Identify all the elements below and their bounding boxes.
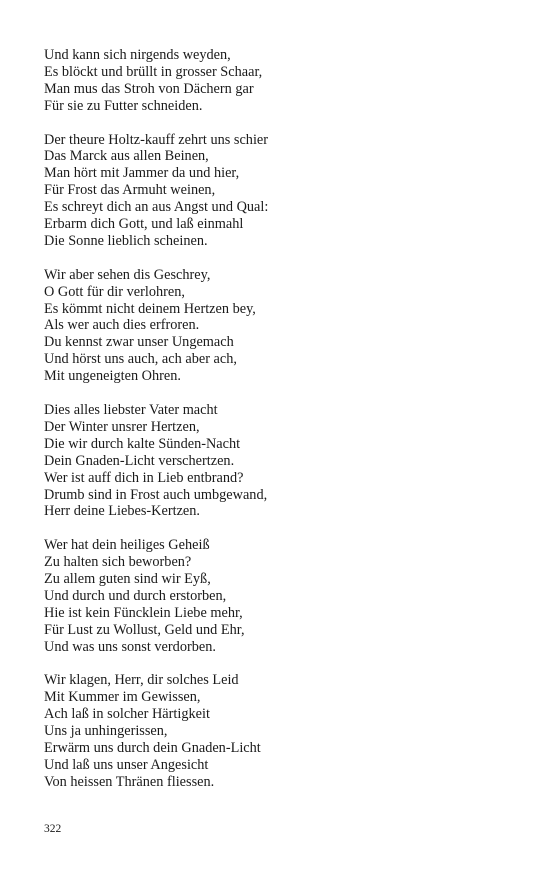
poem-line: Dies alles liebster Vater macht: [44, 401, 218, 418]
poem-line: O Gott für dir verlohren,: [44, 283, 185, 300]
poem-line: Und laß uns unser Angesicht: [44, 756, 209, 773]
stanza-2: [44, 132, 524, 250]
poem-line: Wer hat dein heiliges Geheiß: [44, 537, 210, 554]
poem-line: Und durch und durch erstorben,: [44, 587, 227, 604]
poem-line: Es kömmt nicht deinem Hertzen bey,: [44, 300, 256, 317]
stanza-4: [44, 402, 524, 520]
poem-line: Zu allem guten sind wir Eyß,: [44, 571, 211, 588]
poem-line: Es blöckt und brüllt in grosser Schaar,: [44, 63, 263, 80]
poem-line: Es schreyt dich an aus Angst und Qual:: [44, 199, 269, 216]
poem-line: Drumb sind in Frost auch umbgewand,: [44, 486, 268, 503]
poem-line: Wir aber sehen dis Geschrey,: [44, 266, 211, 283]
poem-line: Mit Kummer im Gewissen,: [44, 689, 201, 706]
stanza-1: [44, 47, 524, 115]
poem-line: Von heissen Thränen fliessen.: [44, 773, 215, 790]
poem-line: Und hörst uns auch, ach aber ach,: [44, 351, 237, 368]
poem-line: Man hört mit Jammer da und hier,: [44, 165, 240, 182]
poem-line: Erbarm dich Gott, und laß einmahl: [44, 216, 244, 233]
poem-line: Wir klagen, Herr, dir solches Leid: [44, 672, 239, 689]
poem-line: Herr deine Liebes-Kertzen.: [44, 503, 200, 520]
poem-line: Man mus das Stroh von Dächern gar: [44, 80, 254, 97]
stanza-5: [44, 537, 524, 655]
poem-line: Uns ja unhingerissen,: [44, 723, 168, 740]
poem-line: Mit ungeneigten Ohren.: [44, 368, 181, 385]
poem-line: Für Frost das Armuht weinen,: [44, 182, 216, 199]
poem-line: Ach laß in solcher Härtigkeit: [44, 706, 210, 723]
poem-line: Die wir durch kalte Sünden-Nacht: [44, 435, 241, 452]
poem-line: Erwärm uns durch dein Gnaden-Licht: [44, 740, 261, 757]
poem-line: Und kann sich nirgends weyden,: [44, 47, 231, 63]
poem-line: Die Sonne lieblich scheinen.: [44, 232, 208, 249]
stanza-3: [44, 267, 524, 385]
poem-line: Als wer auch dies erfroren.: [44, 317, 200, 334]
poem-line: Für sie zu Futter schneiden.: [44, 97, 203, 114]
poem-line: Du kennst zwar unser Ungemach: [44, 334, 234, 351]
poem-line: Wer ist auff dich in Lieb entbrand?: [44, 469, 244, 486]
poem-line: Das Marck aus allen Beinen,: [44, 148, 209, 165]
poem-line: Hie ist kein Füncklein Liebe mehr,: [44, 604, 243, 621]
poem-body: [44, 47, 524, 808]
stanza-6: [44, 672, 524, 790]
poem-line: Zu halten sich beworben?: [44, 554, 192, 571]
poem-line: Und was uns sonst verdorben.: [44, 638, 216, 655]
poem-line: Der Winter unsrer Hertzen,: [44, 418, 200, 435]
poem-line: Für Lust zu Wollust, Geld und Ehr,: [44, 621, 245, 638]
poem-line: Der theure Holtz-kauff zehrt uns schier: [44, 131, 269, 148]
poem-line: Dein Gnaden-Licht verschertzen.: [44, 452, 235, 469]
page-number: 322: [44, 823, 62, 835]
